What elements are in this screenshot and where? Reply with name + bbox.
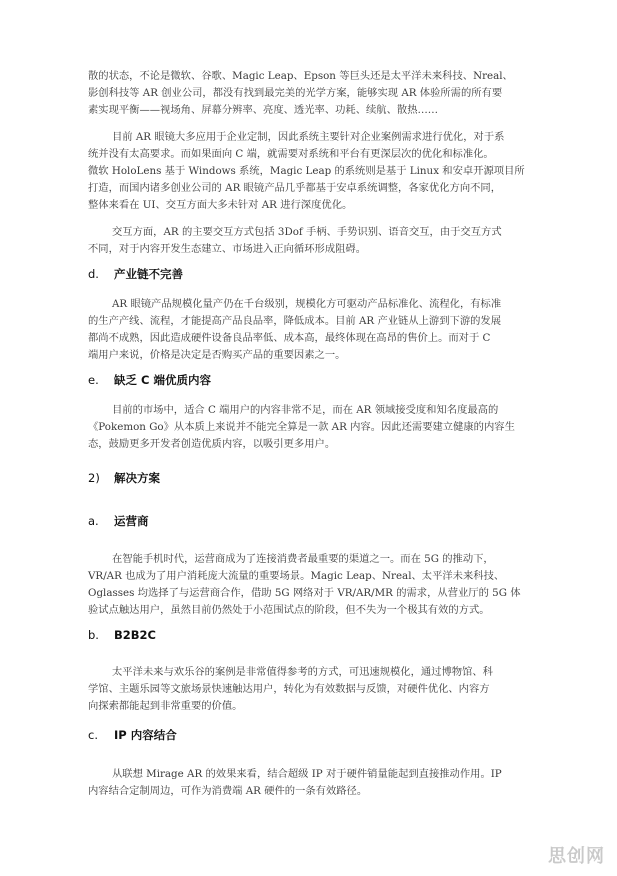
text-line: 目前的市场中，适合 C 端用户的内容非常不足，而在 AR 领域接受度和知名度最高的 — [112, 404, 499, 416]
text-line: 的生产产线、流程，才能提高产品良品率，降低成本。目前 AR 产业链从上游到下游的发展 — [88, 315, 502, 327]
heading-text: 运营商 — [114, 514, 149, 528]
text-line: 不同，对于内容开发生态建立、市场进入正向循环形成阻碍。 — [88, 243, 367, 255]
text-line: 素实现平衡——视场角、屏幕分辨率、亮度、透光率、功耗、续航、散热…… — [88, 104, 439, 116]
text-line: 整体来看在 UI、交互方面大多未针对 AR 进行深度优化。 — [88, 199, 353, 211]
heading-marker: a. — [88, 514, 99, 528]
heading-text: 产业链不完善 — [114, 267, 183, 281]
heading-marker: e. — [88, 373, 99, 387]
text-line: 学馆、主题乐园等文旅场景快速触达用户，转化为有效数据与反馈，对硬件优化、内容方 — [88, 683, 490, 695]
section-heading-b — [88, 627, 156, 643]
heading-marker: 2) — [88, 471, 100, 485]
section-heading-d — [88, 266, 183, 282]
section-heading-a — [88, 513, 149, 529]
text-line: 微软 HoloLens 基于 Windows 系统，Magic Leap 的系统则是基于 Linux 和安卓开源项目所 — [88, 165, 525, 177]
text-line: 内容结合定制周边，可作为消费端 AR 硬件的一条有效路径。 — [88, 785, 368, 797]
heading-marker: d. — [88, 267, 99, 281]
text-line: 影创科技等 AR 创业公司，都没有找到最完美的光学方案，能够实现 AR 体验所需的所有要 — [88, 87, 503, 99]
text-line: 统并没有太高要求。而如果面向 C 端，就需要对系统和平台有更深层次的优化和标准化。 — [88, 148, 494, 160]
text-line: 从联想 Mirage AR 的效果来看，结合超级 IP 对于硬件销量能起到直接推动作用。IP — [112, 768, 502, 780]
heading-marker: b. — [88, 628, 99, 642]
site-watermark: 思创网 — [548, 846, 605, 867]
heading-text: 解决方案 — [114, 471, 160, 485]
text-line: VR/AR 也成为了用户消耗庞大流量的重要场景。Magic Leap、Nreal、太平洋未来科技、 — [88, 570, 505, 582]
text-line: 交互方面，AR 的主要交互方式包括 3Dof 手柄、手势识别、语音交互，由于交互方式 — [112, 226, 502, 238]
text-line: 《Pokemon Go》从本质上来说并不能完全算是一款 AR 内容。因此还需要建立健康的内容生 — [88, 421, 515, 433]
text-line: 散的状态，不论是微软、谷歌、Magic Leap、Epson 等巨头还是太平洋未来科技、Nreal、 — [88, 70, 513, 82]
text-line: Oglasses 均选择了与运营商合作，借助 5G 网络对于 VR/AR/MR 的需求，从营业厅的 5G 体 — [88, 587, 521, 599]
section-heading-c — [88, 727, 177, 743]
text-line: 端用户来说，价格是决定是否购买产品的重要因素之一。 — [88, 349, 346, 361]
text-line: 向探索都能起到非常重要的价值。 — [88, 700, 243, 712]
heading-marker: c. — [88, 728, 98, 742]
text-line: AR 眼镜产品规模化量产仍在千台级别，规模化方可驱动产品标准化、流程化，有标准 — [112, 298, 502, 310]
text-line: 目前 AR 眼镜大多应用于企业定制，因此系统主要针对企业案例需求进行优化，对于系 — [112, 131, 505, 143]
text-line: 态，鼓励更多开发者创造优质内容，以吸引更多用户。 — [88, 438, 336, 450]
section-heading-e — [88, 372, 211, 388]
text-line: 太平洋未来与欢乐谷的案例是非常值得参考的方式，可迅速规模化，通过博物馆、科 — [112, 666, 493, 678]
heading-text: 缺乏 C 端优质内容 — [114, 373, 211, 387]
heading-text: B2B2C — [114, 628, 156, 642]
text-line: 在智能手机时代，运营商成为了连接消费者最重要的渠道之一。而在 5G 的推动下， — [112, 553, 494, 565]
section-heading-solutions — [88, 470, 160, 486]
heading-text: IP 内容结合 — [114, 728, 177, 742]
text-line: 打造，而国内诸多创业公司的 AR 眼镜产品几乎都基于安卓系统调整，各家优化方向不同， — [88, 182, 502, 194]
text-line: 验试点触达用户，虽然目前仍然处于小范围试点的阶段，但不失为一个极其有效的方式。 — [88, 604, 490, 616]
text-line: 都尚不成熟，因此造成硬件设备良品率低、成本高，最终体现在高昂的售价上。而对于 C — [88, 332, 491, 344]
